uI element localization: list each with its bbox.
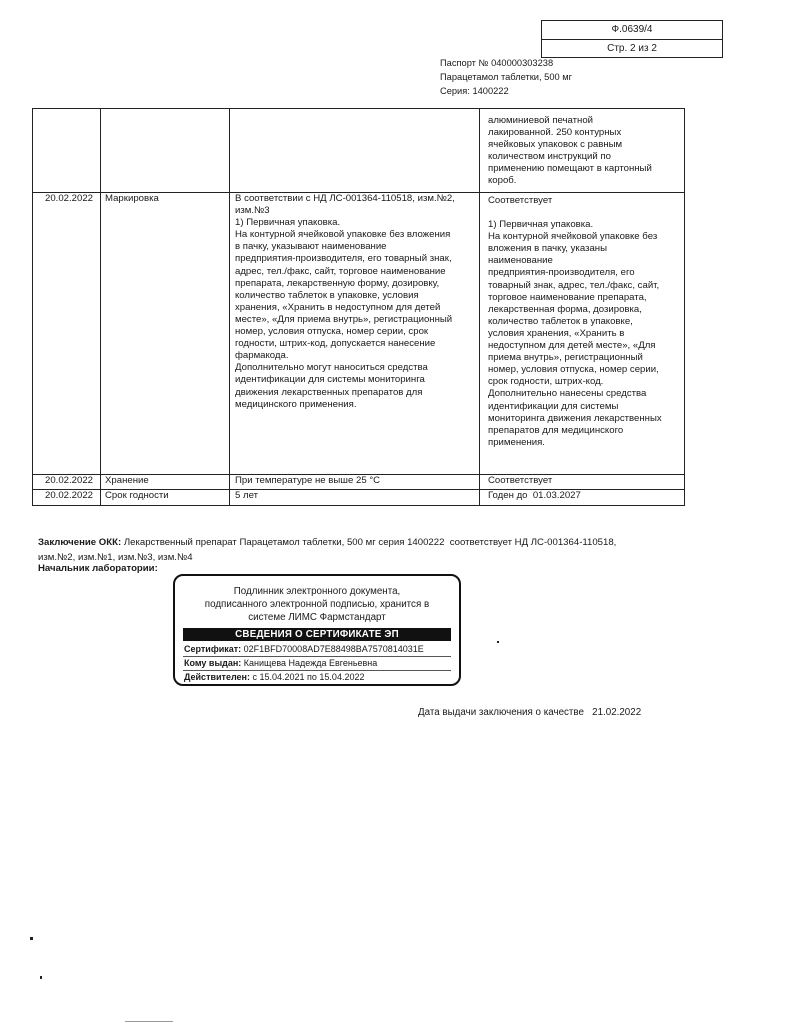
continued-result-cell (488, 115, 652, 188)
text-line: На контурной ячейковой упаковке без (488, 231, 658, 243)
text-line: препарата, лекарственную форму, дозировку, (235, 277, 440, 289)
page-number: Стр. 2 из 2 (542, 39, 722, 58)
conclusion-text: Лекарственный препарат Парацетамол таблетки, 500 мг серия 1400222 соответствует НД ЛС-001364-110518, (121, 537, 617, 548)
scan-edge-mark (125, 1021, 173, 1022)
passport-header (440, 57, 572, 98)
text-line: лекарственная форма, дозировка, (488, 303, 642, 315)
text-line: количеством инструкций по (488, 151, 611, 163)
text-line: ячейковых упаковок с равным (488, 139, 623, 151)
text-line: годности, штрих-код, допускается нанесение (235, 338, 436, 350)
text-line: в пачку, указывают наименование (235, 241, 387, 253)
text-line: идентификации для системы мониторинга (235, 374, 425, 386)
conclusion-label: Заключение ОКК: (38, 537, 122, 548)
text-line: идентификации для системы (488, 400, 619, 412)
issued-to-label: Кому выдан: (184, 658, 242, 668)
requirement-shelf-life: 5 лет (235, 490, 259, 501)
text-line: применения. (488, 436, 545, 448)
column-divider (229, 109, 230, 505)
text-line: Соответствует (488, 195, 553, 206)
text-line: движения лекарственных препаратов для (235, 386, 423, 398)
text-line: хранения, «Хранить в недоступном для детей (235, 301, 441, 313)
text-line: количество таблеток в упаковке, (488, 315, 633, 327)
text-line: изм.№3 (235, 205, 270, 217)
text-line: препаратов для медицинского (488, 424, 624, 436)
text-line: месте», «Для приема внутрь», регистрационный (235, 313, 453, 325)
text-line: количество таблеток в упаковке, условия (235, 289, 419, 301)
product-name: Парацетамол таблетки, 500 мг (440, 71, 573, 82)
text-line: алюминиевой печатной (488, 115, 594, 126)
certificate-label: Сертификат: (184, 644, 242, 654)
column-divider (100, 109, 101, 505)
text-line: 1) Первичная упаковка. (488, 219, 594, 231)
text-line: На контурной ячейковой упаковке без вложения (235, 229, 451, 241)
column-divider (479, 109, 480, 505)
result-marking (488, 195, 662, 449)
form-code-box (541, 20, 723, 58)
text-line: недоступном для детей месте», «Для (488, 340, 656, 352)
text-line: номер, условия отпуска, номер серии, (488, 364, 659, 376)
issued-to-value: Канищева Надежда Евгеньевна (241, 658, 378, 668)
stamp-owner-line (184, 657, 377, 669)
stamp-text-line: Подлинник электронного документа, (233, 586, 401, 597)
text-line: применению помещают в картонный (488, 163, 652, 175)
e-signature-stamp (173, 574, 461, 686)
stamp-text-line: системе ЛИМС Фармстандарт (248, 612, 386, 623)
head-of-lab-label: Начальник лаборатории: (38, 563, 158, 574)
requirement-storage: При температуре не выше 25 °С (235, 475, 381, 486)
text-line: номер, условия отпуска, номер серии, срок (235, 326, 429, 338)
text-line: мониторинга движения лекарственных (488, 412, 662, 424)
series-number: Серия: 1400222 (440, 85, 509, 96)
stamp-certificate-header: СВЕДЕНИЯ О СЕРТИФИКАТЕ ЭП (183, 628, 451, 641)
issue-date (418, 707, 641, 719)
text-line: В соответствии с НД ЛС-001364-110518, изм.№2, (235, 193, 455, 204)
row-name-storage: Хранение (105, 475, 149, 486)
text-line: условия хранения, «Хранить в (488, 327, 625, 339)
text-line: товарный знак, адрес, тел./факс, сайт, (488, 279, 660, 291)
text-line: торговое наименование препарата, (488, 291, 647, 303)
issue-date-value: 21.02.2022 (592, 707, 642, 718)
stamp-certificate-line (184, 643, 424, 655)
valid-label: Действителен: (184, 672, 250, 682)
scan-speck (30, 937, 33, 940)
text-line: адрес, тел./факс, сайт, торговое наименование (235, 265, 446, 277)
text-line: предприятия-производителя, его товарный знак, (235, 253, 452, 265)
row-name-marking: Маркировка (105, 193, 159, 204)
result-shelf-life: Годен до 01.03.2027 (488, 490, 581, 501)
requirement-marking (235, 193, 455, 411)
text-line: лакированной. 250 контурных (488, 127, 622, 139)
qc-conclusion (38, 535, 616, 565)
text-line: наименование (488, 255, 553, 267)
text-line: 1) Первичная упаковка. (235, 217, 341, 229)
scan-speck (497, 641, 499, 643)
valid-value: с 15.04.2021 по 15.04.2022 (250, 672, 365, 682)
certificate-value: 02F1BFD70008AD7E88498BA7570814031E (241, 644, 424, 654)
text-line: Дополнительно могут наноситься средства (235, 362, 428, 374)
result-storage: Соответствует (488, 475, 553, 486)
text-line: короб. (488, 175, 517, 187)
row-name-shelf-life: Срок годности (105, 490, 169, 501)
test-results-table (32, 108, 685, 506)
text-line: фармакода. (235, 350, 289, 362)
text-line: срок годности, штрих-код. (488, 376, 604, 388)
row-date-shelf-life: 20.02.2022 (45, 490, 94, 501)
text-line: медицинского применения. (235, 398, 357, 410)
text-line (488, 207, 662, 219)
stamp-text-line: подписанного электронной подписью, хранится в (204, 599, 430, 610)
text-line: вложения в пачку, указаны (488, 243, 607, 255)
scan-speck (40, 976, 42, 979)
passport-number: Паспорт № 040000303238 (440, 58, 554, 68)
stamp-validity-line (184, 671, 364, 683)
text-line: предприятия-производителя, его (488, 267, 635, 279)
row-date-marking: 20.02.2022 (45, 193, 94, 204)
form-code: Ф.0639/4 (611, 24, 653, 35)
issue-date-label: Дата выдачи заключения о качестве (418, 707, 584, 718)
conclusion-text-line2: изм.№2, изм.№1, изм.№3, изм.№4 (38, 552, 193, 563)
row-date-storage: 20.02.2022 (45, 475, 94, 486)
text-line: Дополнительно нанесены средства (488, 388, 647, 400)
text-line: приема внутрь», регистрационный (488, 352, 643, 364)
